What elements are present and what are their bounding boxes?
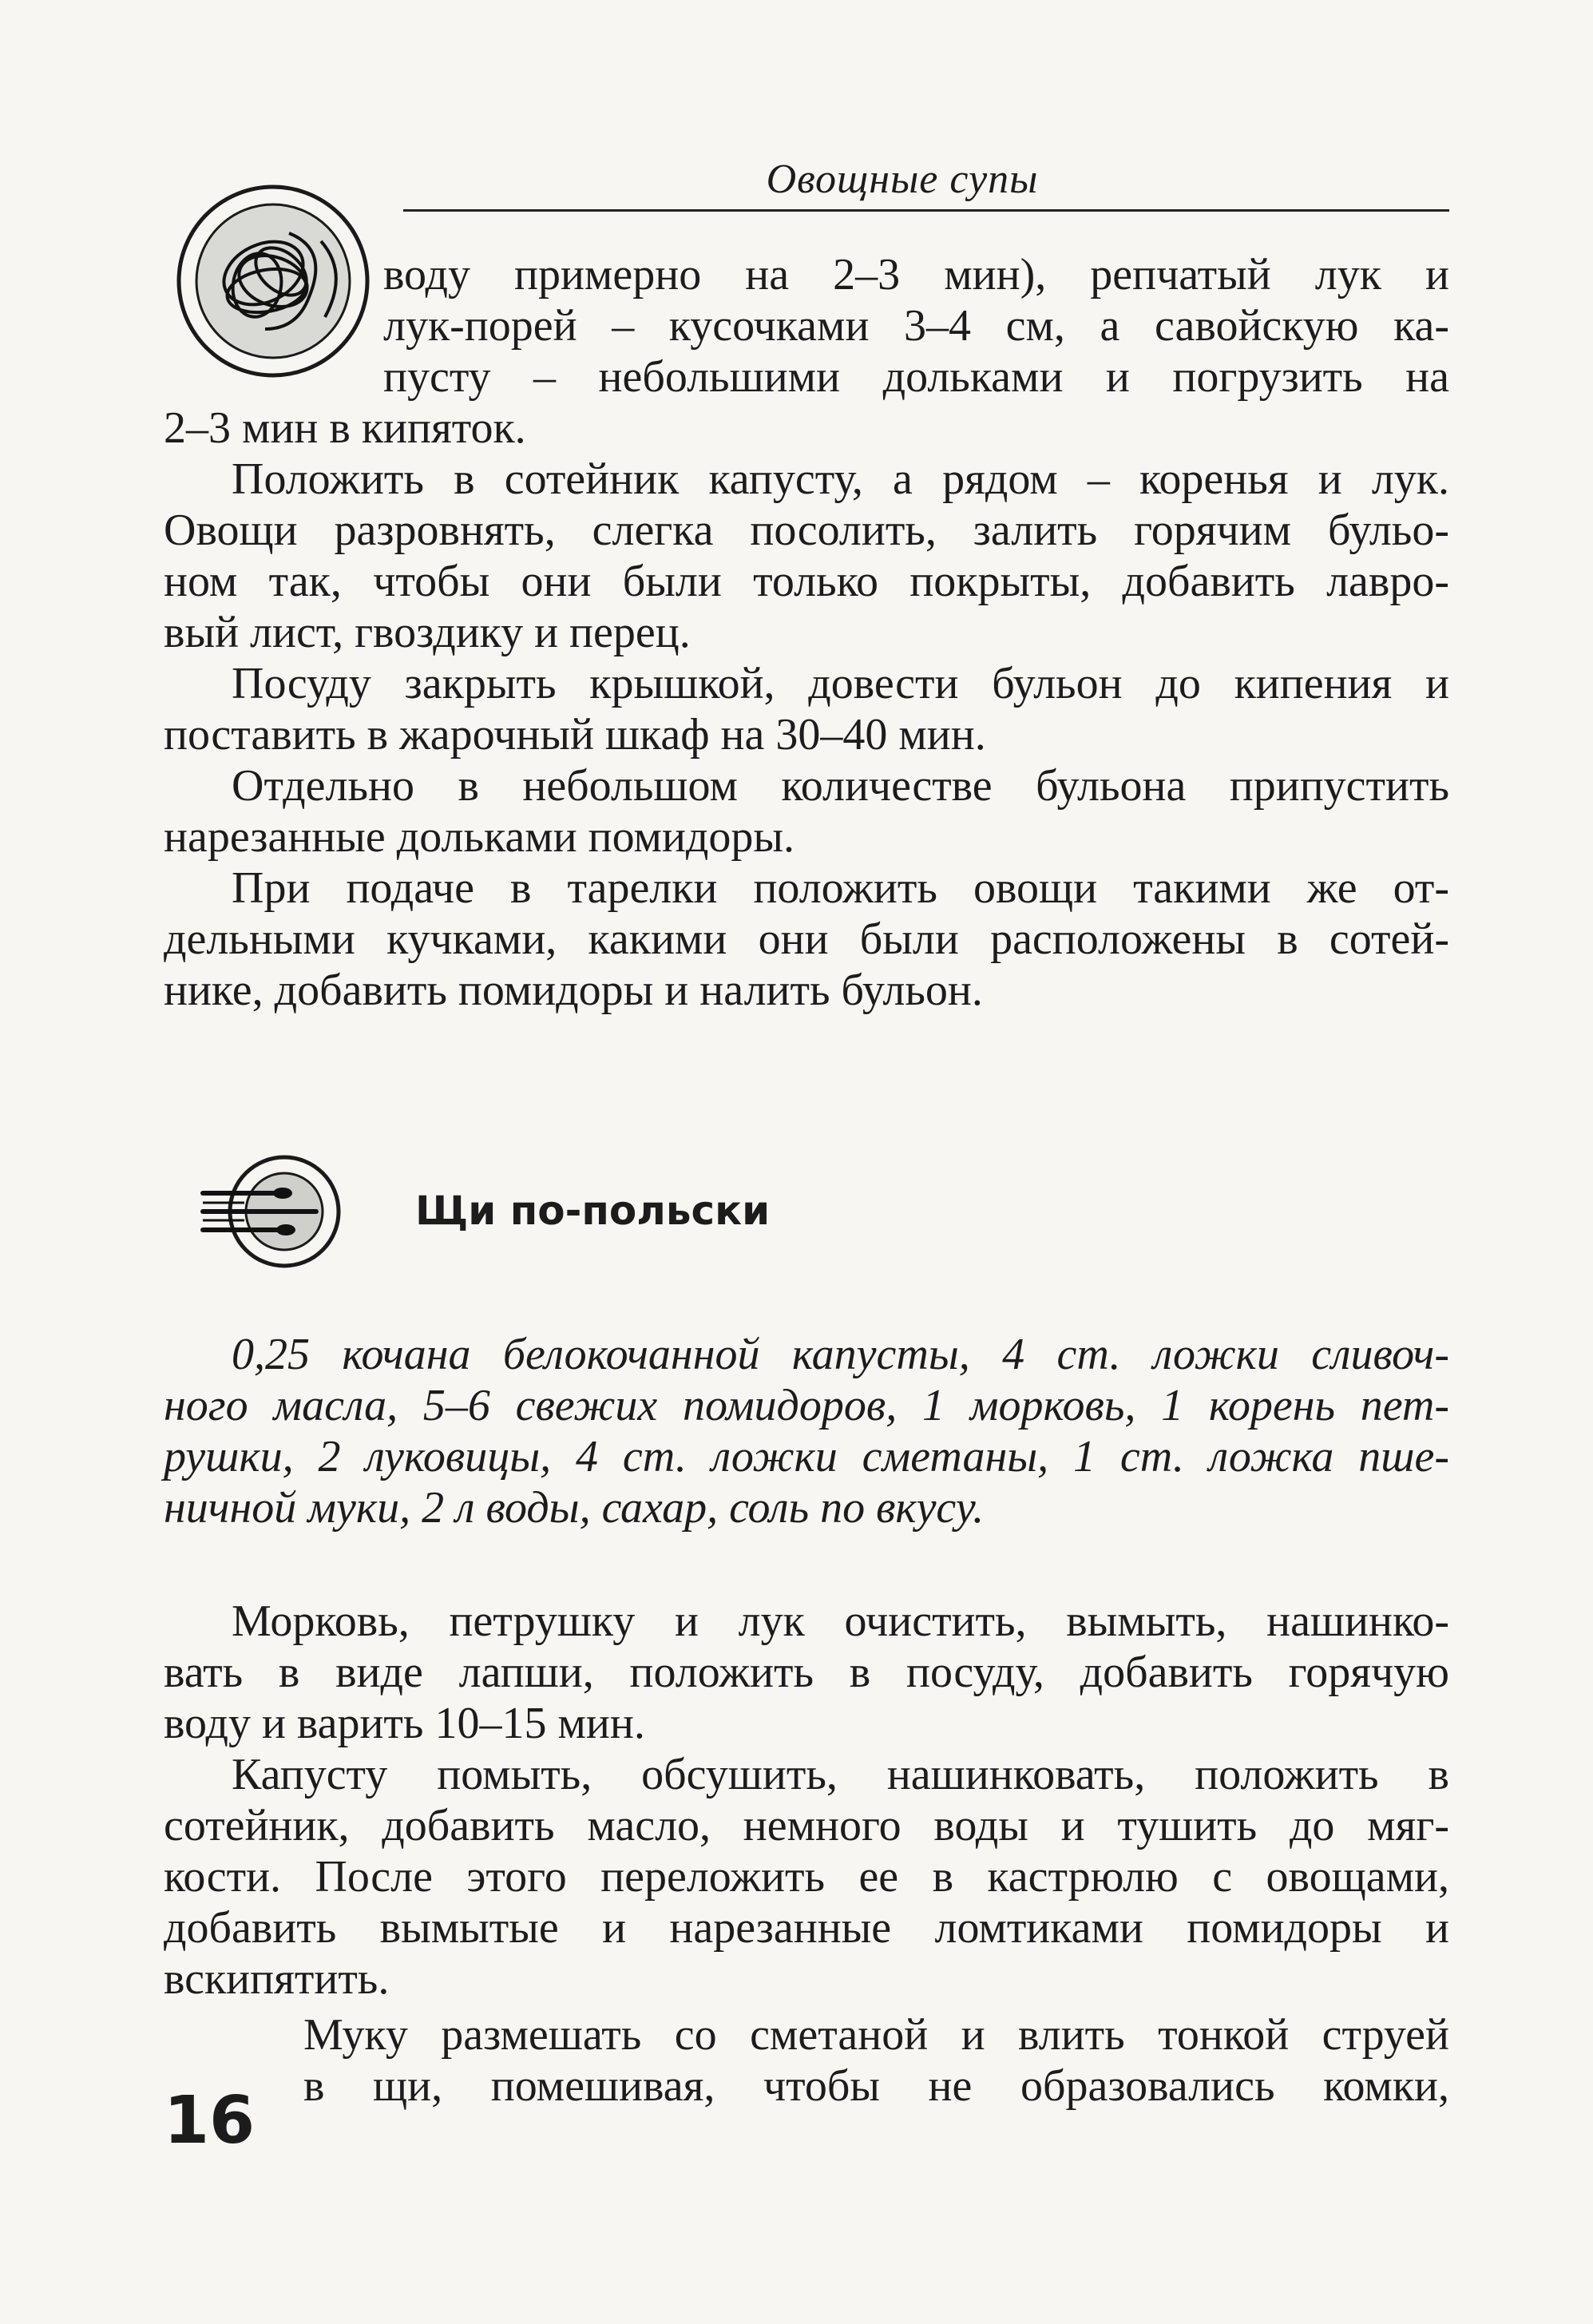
recipe-title: Щи по-польски [415, 1188, 771, 1234]
method-line: воду и варить 10–15 мин. [164, 1699, 645, 1748]
ingredients-line: 0,25 кочана белокочанной капусты, 4 ст. ложки сливоч- [232, 1330, 1449, 1379]
text-line: Овощи разровнять, слегка посолить, залить горячим бульо- [164, 506, 1449, 555]
method-line: в щи, помешивая, чтобы не образовались комки, [303, 2061, 1449, 2111]
method-line: сотейник, добавить масло, немного воды и тушить до мяг- [164, 1801, 1449, 1850]
method-line: вскипятить. [164, 1954, 390, 2004]
text-line: воду примерно на 2–3 мин), репчатый лук и [383, 250, 1449, 299]
text-line: 2–3 мин в кипяток. [164, 403, 526, 453]
plate-cutlery-icon [196, 1152, 348, 1271]
method-line: Муку размешать со сметаной и влить тонкой струей [303, 2010, 1449, 2060]
text-line: лук-порей – кусочками 3–4 см, а савойскую ка- [383, 301, 1449, 351]
method-line: вать в виде лапши, положить в посуду, добавить горячую [164, 1648, 1449, 1697]
page-number: 16 [164, 2083, 256, 2159]
method-line: Морковь, петрушку и лук очистить, вымыть, нашинко- [232, 1596, 1449, 1646]
text-line: Посуду закрыть крышкой, довести бульон до кипения и [232, 659, 1449, 708]
method-line: добавить вымытые и нарезанные ломтиками помидоры и [164, 1903, 1449, 1953]
header-rule [403, 209, 1449, 212]
text-line: вый лист, гвоздику и перец. [164, 608, 691, 657]
text-line: нике, добавить помидоры и налить бульон. [164, 966, 983, 1015]
ingredients-line: ного масла, 5–6 свежих помидоров, 1 морковь, 1 корень пет- [164, 1381, 1449, 1430]
text-line: Отдельно в небольшом количестве бульона припустить [232, 761, 1449, 811]
text-line: Положить в сотейник капусту, а рядом – коренья и лук. [232, 454, 1449, 504]
text-line: пусту – небольшими дольками и погрузить на [383, 352, 1449, 402]
ingredients-line: ничной муки, 2 л воды, сахар, соль по вкусу. [164, 1483, 985, 1533]
noodle-bowl-icon [169, 177, 377, 385]
text-line: нарезанные дольками помидоры. [164, 812, 795, 862]
method-line: Капусту помыть, обсушить, нашинковать, положить в [232, 1750, 1449, 1799]
text-line: ном так, чтобы они были только покрыты, добавить лавро- [164, 557, 1449, 606]
method-line: кости. После этого переложить ее в кастрюлю с овощами, [164, 1852, 1449, 1902]
text-line: При подаче в тарелки положить овощи такими же от- [232, 863, 1449, 913]
text-line: поставить в жарочный шкаф на 30–40 мин. [164, 710, 986, 759]
running-header: Овощные супы [766, 157, 1039, 202]
text-line: дельными кучками, какими они были расположены в сотей- [164, 914, 1449, 964]
ingredients-line: рушки, 2 луковицы, 4 ст. ложки сметаны, 1 ст. ложка пше- [164, 1432, 1449, 1481]
